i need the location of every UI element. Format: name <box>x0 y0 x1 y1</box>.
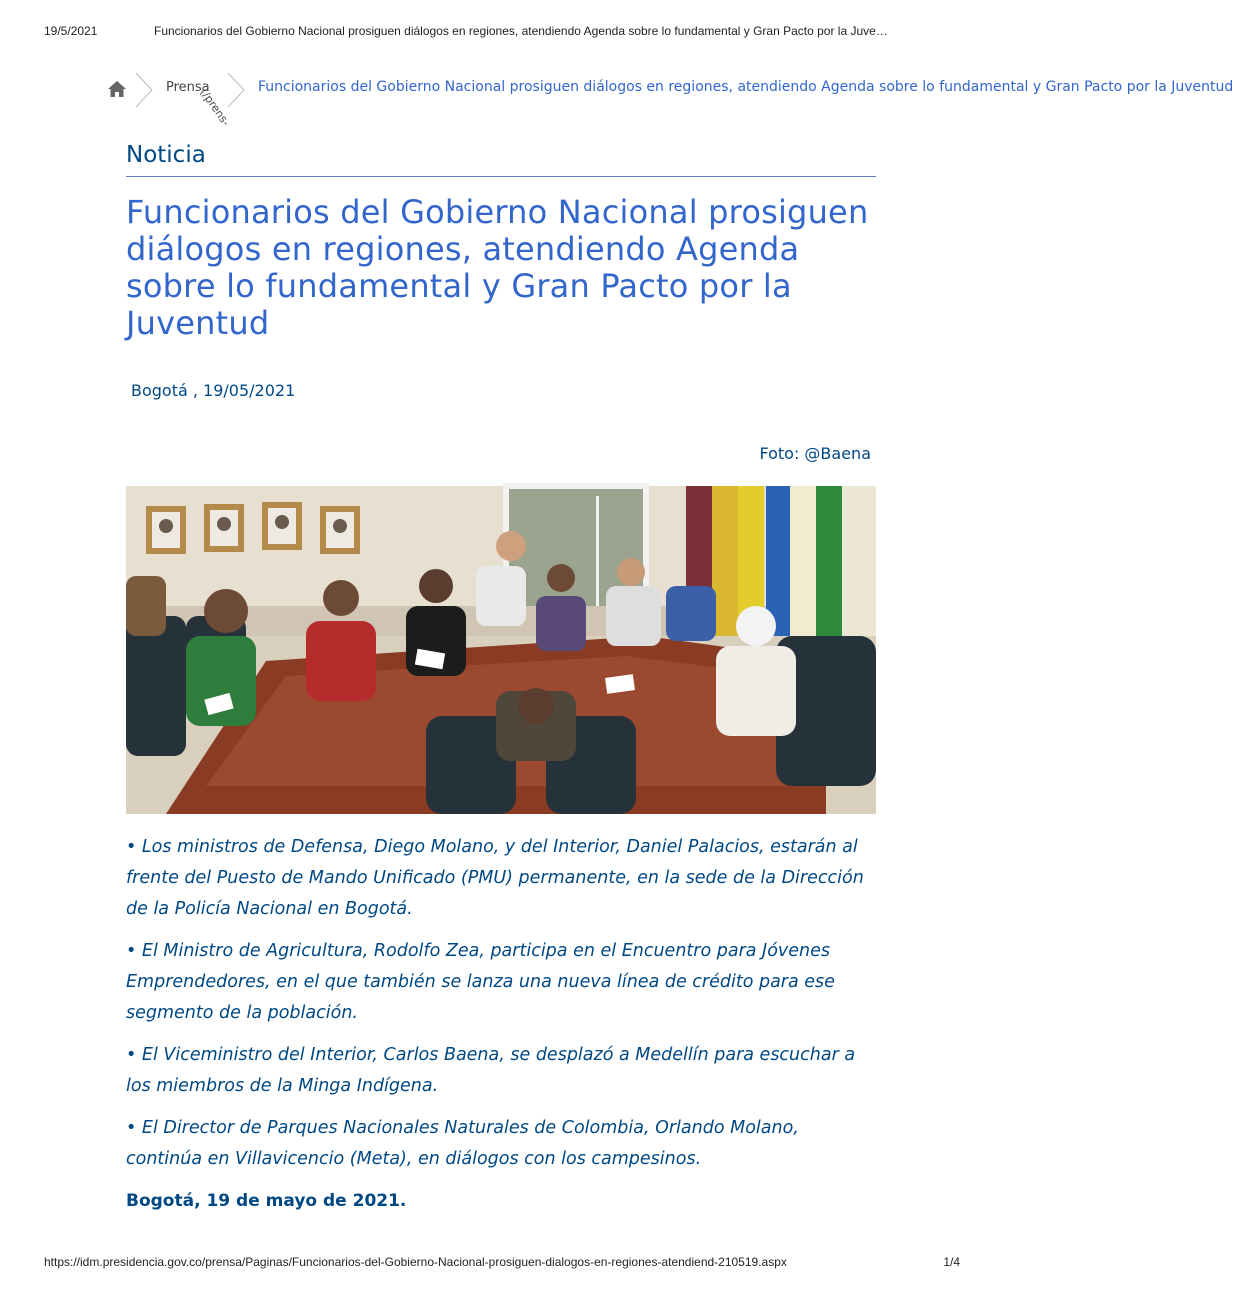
breadcrumb-current[interactable]: Funcionarios del Gobierno Nacional prosiguen diálogos en regiones, atendiendo Agenda sobre lo fundamental y Gran Pacto por la Juventud <box>258 79 1233 95</box>
article-headline: Funcionarios del Gobierno Nacional prosiguen diálogos en regiones, atendiendo Agenda sobre lo fundamental y Gran Pacto por la Juventud <box>126 193 869 342</box>
home-icon[interactable] <box>106 78 128 100</box>
chevron-right-icon <box>134 72 154 108</box>
page-number: 1/4 <box>943 1255 960 1269</box>
article-photo <box>126 486 876 814</box>
breadcrumb <box>106 72 1233 129</box>
article-place-date: Bogotá , 19/05/2021 <box>131 381 296 400</box>
print-title: Funcionarios del Gobierno Nacional prosiguen diálogos en regiones, atendiendo Agenda sobre lo fundamental y Gran Pacto por la Juve… <box>154 24 888 38</box>
article-dateline: Bogotá, 19 de mayo de 2021. <box>126 1191 407 1211</box>
print-date: 19/5/2021 <box>44 24 98 38</box>
breadcrumb-path-fragment: (/prens- <box>197 86 233 129</box>
article-summary-list <box>126 832 876 1186</box>
section-divider <box>126 176 876 177</box>
list-item: • El Director de Parques Nacionales Naturales de Colombia, Orlando Molano, continúa en Villavicencio (Meta), en diálogos con los campesinos. <box>126 1118 799 1169</box>
breadcrumb-prensa[interactable]: Prensa <box>166 80 210 95</box>
photo-credit: Foto: @Baena <box>759 444 871 463</box>
section-label: Noticia <box>126 142 206 168</box>
list-item: • El Viceministro del Interior, Carlos Baena, se desplazó a Medellín para escuchar a los miembros de la Minga Indígena. <box>126 1045 856 1096</box>
chevron-right-icon <box>226 72 246 108</box>
print-url: https://idm.presidencia.gov.co/prensa/Paginas/Funcionarios-del-Gobierno-Nacional-prosiguen-dialogos-en-regiones-atendiend-210519.aspx <box>44 1255 787 1269</box>
list-item: • El Ministro de Agricultura, Rodolfo Zea, participa en el Encuentro para Jóvenes Emprendedores, en el que también se lanza una nueva línea de crédito para ese segmento de la población. <box>126 941 835 1023</box>
list-item: • Los ministros de Defensa, Diego Molano, y del Interior, Daniel Palacios, estarán al frente del Puesto de Mando Unificado (PMU) permanente, en la sede de la Dirección de la Policía Nacional en Bogotá. <box>126 837 864 919</box>
